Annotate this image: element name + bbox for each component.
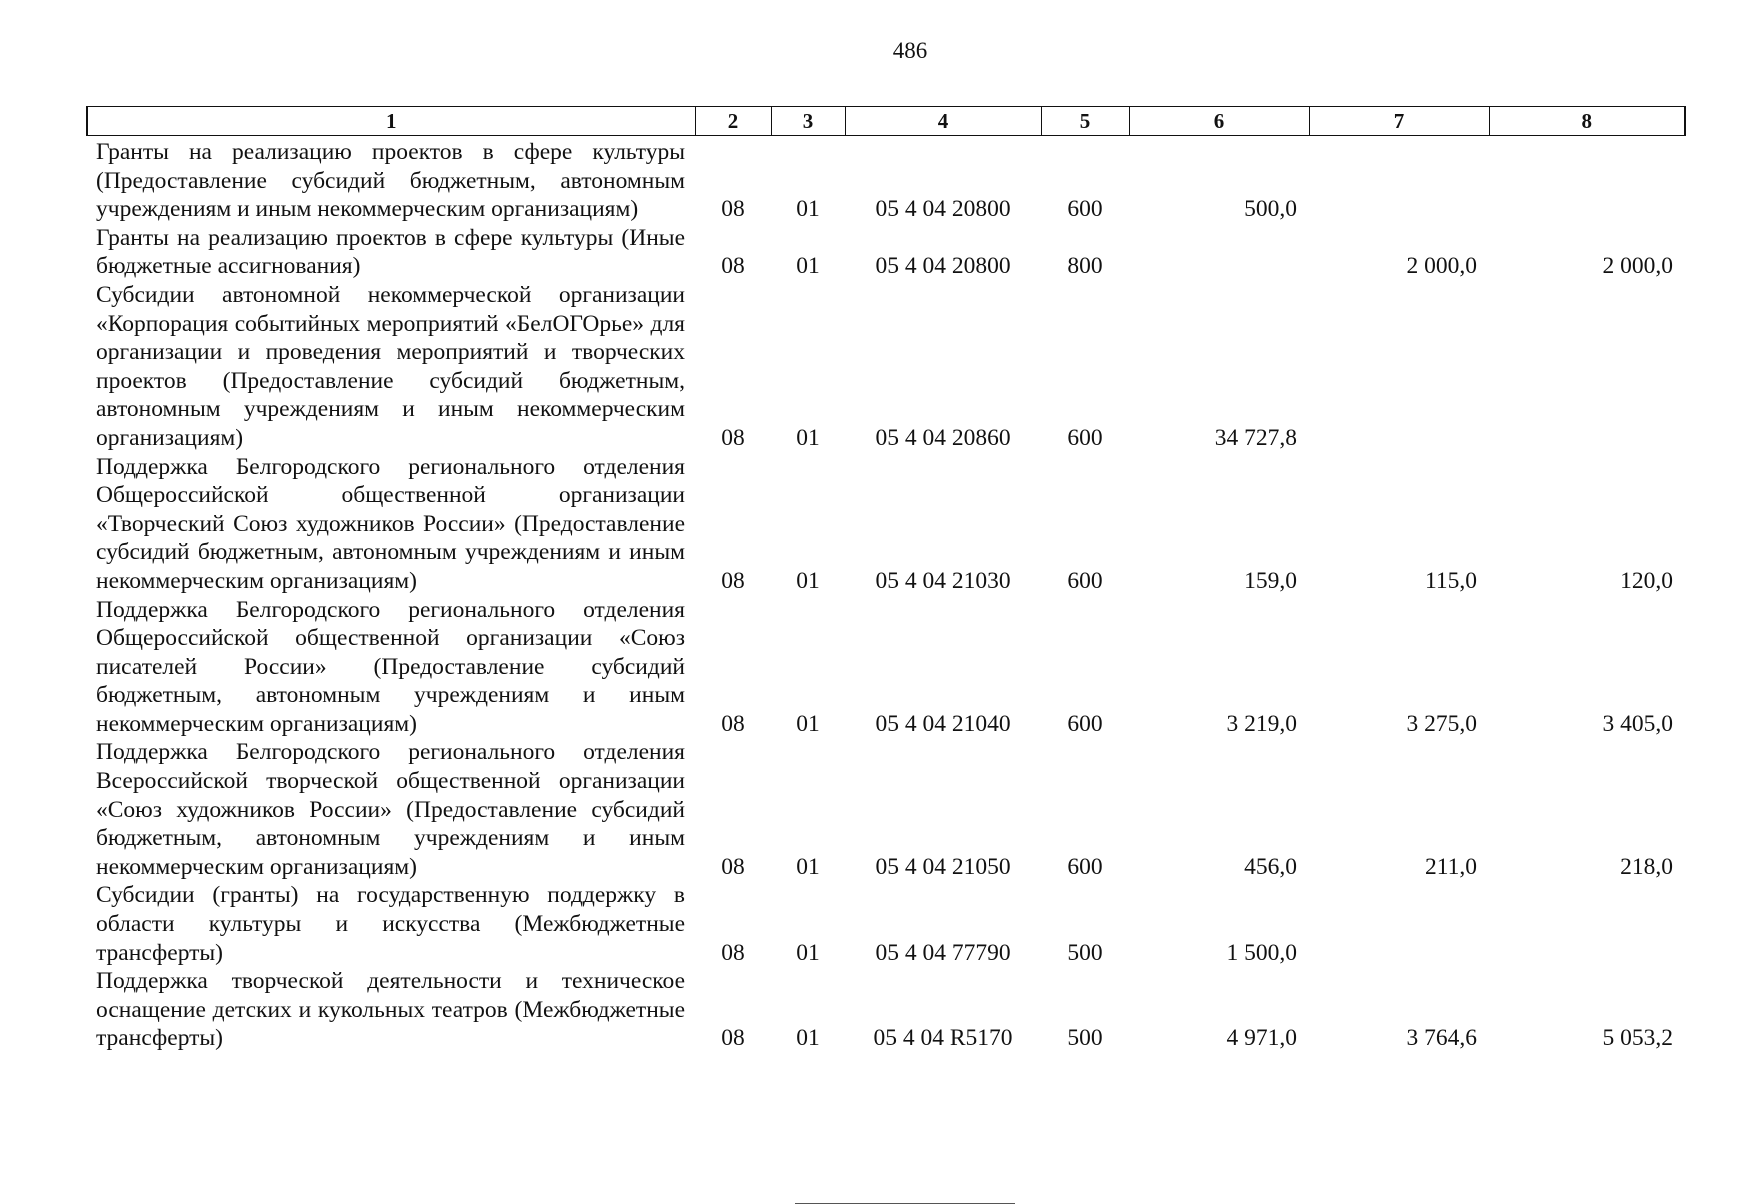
row-expense-type: 500 [1067,1025,1103,1052]
page-number: 486 [892,38,928,63]
row-value-8 [1489,881,1685,967]
row-value-8: 218,0 [1620,853,1673,880]
row-value-8 [1489,136,1685,224]
row-name: Поддержка Белгородского регионального отделения Всероссийской творческой общественной организации «Союз художников России» (Предоставление субсидий бюджетным, автономным учреждениям и иным некоммерческим организациям) [96,739,685,880]
budget-table-container [86,106,1684,1053]
row-value-6: 4 971,0 [1226,1025,1297,1052]
row-expense-type: 800 [1067,253,1103,280]
header-row [87,107,1685,136]
row-podrazdel: 01 [796,424,820,451]
row-name: Субсидии автономной некоммерческой организации «Корпорация событийных мероприятий «БелОГОрье» для организации и проведения мероприятий и творческих проектов (Предоставление субсидий бюджетным, автономным учреждениям и иным некоммерческим организациям) [96,281,685,451]
header-col-4: 4 [845,107,1041,136]
row-razdel: 08 [721,853,745,880]
row-value-8: 2 000,0 [1602,253,1673,280]
row-value-8: 3 405,0 [1602,710,1673,737]
row-podrazdel: 01 [796,196,820,223]
row-value-7 [1309,281,1489,453]
row-target-code: 05 4 04 21030 [875,567,1011,594]
row-expense-type: 600 [1067,710,1103,737]
row-podrazdel: 01 [796,939,820,966]
row-target-code: 05 4 04 21040 [875,710,1011,737]
table-row [87,224,1685,281]
row-name: Гранты на реализацию проектов в сфере культуры (Иные бюджетные ассигнования) [96,224,685,280]
header-col-7: 7 [1309,107,1489,136]
row-expense-type: 600 [1067,196,1103,223]
table-row [87,453,1685,596]
table-row [87,967,1685,1053]
row-value-8: 120,0 [1620,567,1673,594]
row-name: Поддержка творческой деятельности и техническое оснащение детских и кукольных театров (Межбюджетные трансферты) [96,968,685,1052]
row-podrazdel: 01 [796,1025,820,1052]
row-name: Поддержка Белгородского регионального отделения Общероссийской общественной организации «Творческий Союз художников России» (Предоставление субсидий бюджетным, автономным учреждениям и иным некоммерческим организациям) [96,453,685,594]
row-target-code: 05 4 04 21050 [875,853,1011,880]
header-col-3: 3 [771,107,845,136]
row-value-6 [1129,224,1309,281]
row-value-8 [1489,281,1685,453]
table-row [87,881,1685,967]
row-value-7 [1309,881,1489,967]
row-value-6: 3 219,0 [1226,710,1297,737]
row-podrazdel: 01 [796,567,820,594]
row-value-6: 159,0 [1244,567,1297,594]
budget-table [86,106,1686,1053]
row-razdel: 08 [721,196,745,223]
row-value-8: 5 053,2 [1602,1025,1673,1052]
row-value-7 [1309,136,1489,224]
row-value-7: 2 000,0 [1406,253,1477,280]
row-target-code: 05 4 04 77790 [875,939,1011,966]
header-col-6: 6 [1129,107,1309,136]
row-value-6: 34 727,8 [1214,424,1297,451]
row-value-6: 500,0 [1244,196,1297,223]
row-razdel: 08 [721,939,745,966]
table-row [87,596,1685,739]
row-value-6: 1 500,0 [1226,939,1297,966]
row-value-7: 115,0 [1424,567,1477,594]
header-col-2: 2 [695,107,771,136]
row-name: Поддержка Белгородского регионального отделения Общероссийской общественной организации «Союз писателей России» (Предоставление субсидий бюджетным, автономным учреждениям и иным некоммерческим организациям) [96,596,685,737]
header-col-1: 1 [87,107,695,136]
row-expense-type: 600 [1067,424,1103,451]
row-razdel: 08 [721,253,745,280]
row-razdel: 08 [721,710,745,737]
row-name: Субсидии (гранты) на государственную поддержку в области культуры и искусства (Межбюджетные трансферты) [96,882,685,966]
row-target-code: 05 4 04 20800 [875,253,1011,280]
row-target-code: 05 4 04 R5170 [873,1025,1013,1052]
row-podrazdel: 01 [796,253,820,280]
table-row [87,281,1685,453]
row-expense-type: 600 [1067,853,1103,880]
row-razdel: 08 [721,567,745,594]
table-row [87,738,1685,881]
row-target-code: 05 4 04 20860 [875,424,1011,451]
row-razdel: 08 [721,1025,745,1052]
header-col-5: 5 [1041,107,1129,136]
row-target-code: 05 4 04 20800 [875,196,1011,223]
row-expense-type: 600 [1067,567,1103,594]
row-name: Гранты на реализацию проектов в сфере культуры (Предоставление субсидий бюджетным, автономным учреждениям и иным некоммерческим организациям) [96,139,685,223]
row-podrazdel: 01 [796,710,820,737]
table-row [87,136,1685,224]
table-body [87,136,1685,1054]
row-podrazdel: 01 [796,853,820,880]
row-value-7: 3 275,0 [1406,710,1477,737]
row-value-6: 456,0 [1244,853,1297,880]
row-value-7: 211,0 [1424,853,1477,880]
row-expense-type: 500 [1067,939,1103,966]
table-header [87,107,1685,136]
row-value-7: 3 764,6 [1406,1025,1477,1052]
header-col-8: 8 [1489,107,1685,136]
row-razdel: 08 [721,424,745,451]
